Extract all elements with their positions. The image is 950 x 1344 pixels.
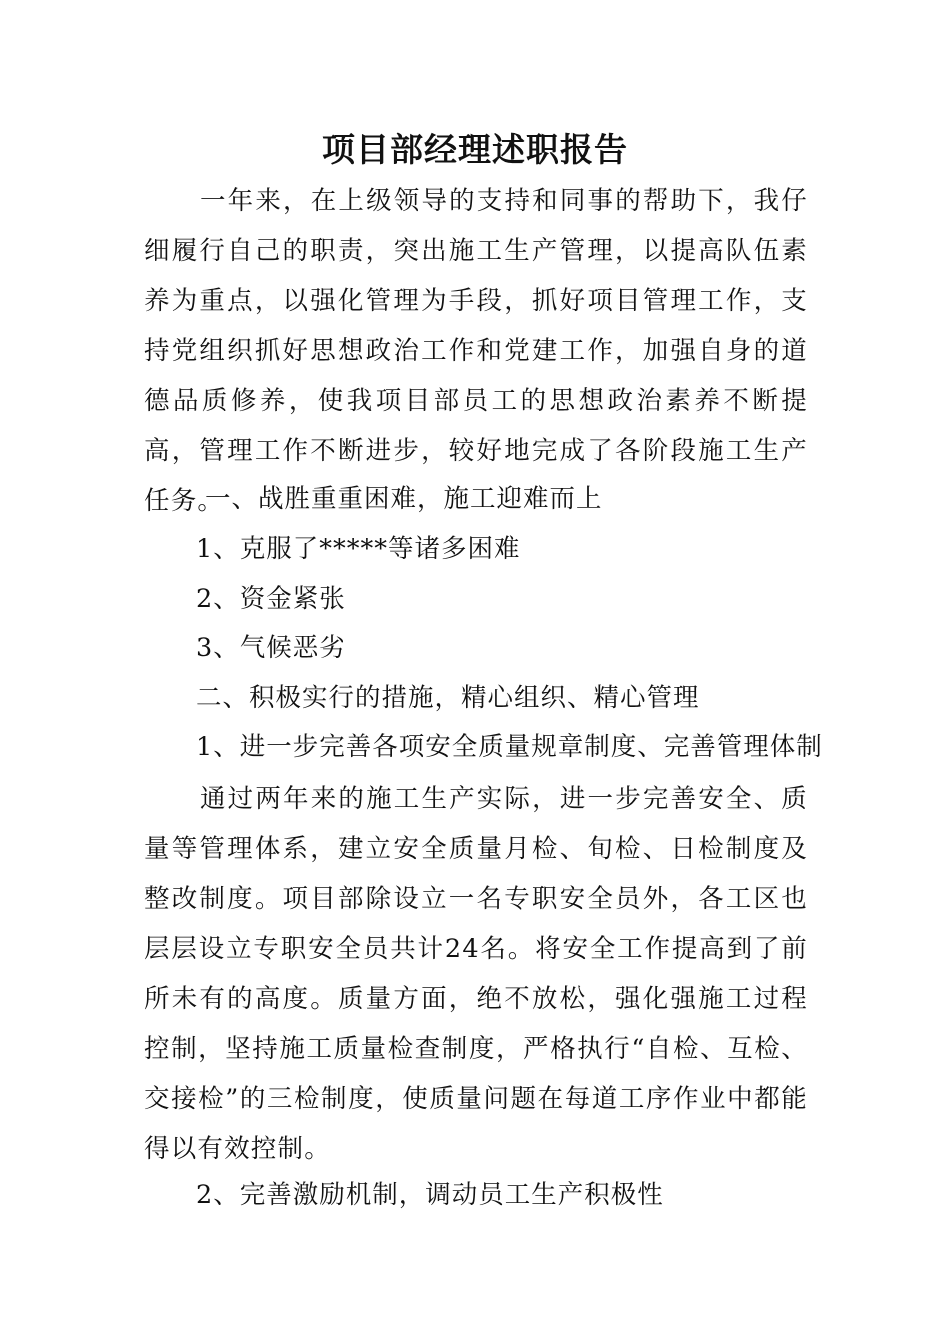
intro-paragraph: 一年来，在上级领导的支持和同事的帮助下，我仔细履行自己的职责，突出施工生产管理，以提高队伍素养为重点，以强化管理为手段，抓好项目管理工作，支持党组织抓好思想政治工作和党建工作，加强自身的道德品质修养，使我项目部员工的思想政治素养不断提高，管理工作不断进步，较好地完成了各阶段施工生产任务。: [144, 186, 808, 516]
document-title: 项目部经理述职报告: [322, 130, 628, 169]
section-one-item-3: 3、气候恶劣: [196, 633, 346, 663]
section-two-subheading-2: 2、完善激励机制，调动员工生产积极性: [196, 1180, 664, 1210]
section-two-heading: 二、积极实行的措施，精心组织、精心管理: [196, 683, 700, 713]
section-two-paragraph-1: 通过两年来的施工生产实际，进一步完善安全、质量等管理体系，建立安全质量月检、旬检、日检制度及整改制度。项目部除设立一名专职安全员外，各工区也层层设立专职安全员共计24名。将安全工作提高到了前所未有的高度。质量方面，绝不放松，强化强施工过程控制，坚持施工质量检查制度，严格执行“自检、互检、交接检”的三检制度，使质量问题在每道工序作业中都能得以有效控制。: [144, 784, 808, 1164]
section-one-item-2: 2、资金紧张: [196, 584, 346, 614]
section-one-heading: 一、战胜重重困难，施工迎难而上: [205, 484, 603, 514]
section-one-item-1: 1、克服了*****等诸多困难: [196, 534, 521, 564]
section-two-subheading-1: 1、进一步完善各项安全质量规章制度、完善管理体制: [196, 732, 823, 762]
